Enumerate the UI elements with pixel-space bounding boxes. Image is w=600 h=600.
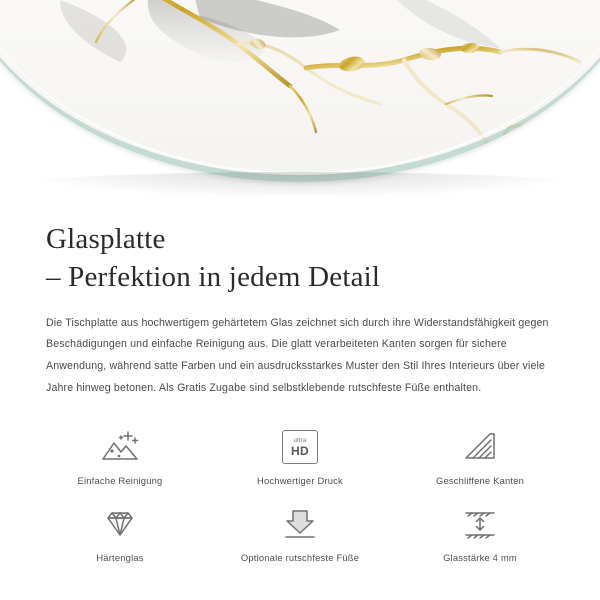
feature-label: Einfache Reinigung: [77, 475, 163, 487]
page-title-line-2: – Perfektion in jedem Detail: [46, 261, 381, 294]
anti-slip-feet-icon: [279, 502, 321, 546]
feature-anti-slip-feet: [210, 502, 390, 563]
feature-tempered-glass: [30, 502, 210, 563]
tempered-glass-diamond-icon: [100, 502, 140, 546]
polished-edges-icon: [460, 425, 500, 469]
feature-label: Glasstärke 4 mm: [443, 552, 517, 564]
ultra-label: ultra: [293, 436, 307, 444]
feature-label: Geschliffene Kanten: [435, 475, 525, 487]
feature-label: Optionale rutschfeste Füße: [240, 552, 360, 564]
hero-image: [0, 0, 600, 196]
page-title-line-1: Glasplatte: [46, 223, 166, 255]
feature-polished-edges: [390, 425, 570, 486]
description-paragraph: Die Tischplatte aus hochwertigem gehärtetem Glas zeichnet sich durch ihre Widerstandsfähigkeit gegen Beschädigungen und einfache Reinigung aus. Die glatt verarbeiteten Kanten sorgen für sichere Anwendung, während satte Farben und ein ausdrucksstarkes Muster den Stil Ihres Interieurs über viele Jahre hinweg betonen. Als Gratis Zugabe sind selbstklebende rutschfeste Füße enthalten.: [46, 316, 549, 394]
feature-ultra-hd-print: [210, 425, 390, 486]
feature-label: Härtenglas: [96, 552, 144, 564]
feature-glass-thickness: [390, 502, 570, 563]
ultra-hd-print-icon: [282, 425, 318, 469]
feature-grid: [0, 425, 600, 563]
glass-thickness-icon: [459, 502, 501, 546]
feature-label: Hochwertiger Druck: [257, 475, 343, 487]
hd-label: HD: [291, 443, 309, 458]
description-block: [0, 196, 600, 399]
easy-cleaning-icon: [97, 425, 143, 469]
plate-drop-shadow: [20, 172, 580, 196]
page-title: [46, 220, 554, 297]
feature-easy-cleaning: [30, 425, 210, 486]
